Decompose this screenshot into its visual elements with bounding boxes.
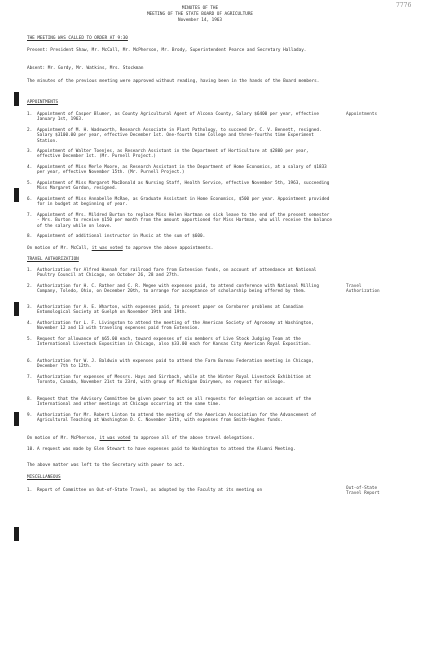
travel-item [27, 284, 333, 295]
item-text: Appointment of Miss Margaret MacDonald as Nursing Staff, Health Service, effective November 5th, 1963, succeeding Miss Margaret Gordon, resigned. [37, 181, 330, 192]
motion-text: to approve all of the above travel delegations. [130, 436, 255, 441]
motion-text: On motion of Mr. McPherson, [27, 436, 100, 441]
item-number: 4. [27, 321, 33, 326]
present-list: Present: President Shaw, Mr. McCall, Mr. McPherson, Mr. Brody, Superintendent Pearce and Secretary Halladay. [27, 48, 307, 53]
margin-bar [14, 527, 19, 541]
item-number: 3. [27, 305, 33, 310]
item-text: Appointment of additional instructor in Music at the sum of $600. [37, 234, 206, 239]
margin-bar [14, 412, 19, 426]
appointment-item [27, 181, 333, 192]
margin-note-line: Out-of-State [346, 486, 378, 491]
item-text: Authorization for L. F. Livingston to attend the meeting of the American Society of Agronomy at Washington, November 12 and 13 with traveling expenses paid from Extension. [37, 321, 314, 332]
section-heading-travel: TRAVEL AUTHORIZATION [27, 257, 79, 262]
header-line-1: MINUTES OF THE [181, 6, 219, 11]
item-number: 5. [27, 181, 33, 186]
item-number: 1. [27, 268, 33, 273]
appointment-item [27, 165, 333, 176]
motion-text: On motion of Mr. McCall, [27, 246, 92, 251]
item-text: Appointment of M. H. Wadsworth, Research Associate in Plant Pathology, to succeed Dr. C. V. Bennett, resigned. Salary $3100.00 per year, effective December 1st. One-fourth time College and three-fourths time Experiment Station. [37, 128, 322, 144]
item-number: 1. [27, 112, 33, 117]
section-heading-misc: MISCELLANEOUS [27, 475, 61, 480]
item-number: 4. [27, 165, 33, 170]
margin-bar [14, 92, 19, 106]
misc-item [27, 488, 333, 493]
travel-item [27, 321, 333, 332]
margin-note-appointments: Appointments [346, 112, 378, 117]
margin-note-line: Travel [346, 284, 362, 289]
appointment-item [27, 197, 333, 208]
item-text: Appointment of Casper Blumer, as County Agricultural Agent of Alcona County, Salary $6400 per year, effective January 1st, 1963. [37, 112, 319, 123]
call-to-order: THE MEETING WAS CALLED TO ORDER AT 9:30 [27, 36, 128, 41]
motion-voted: it was voted [99, 436, 131, 441]
item-number: 3. [27, 149, 33, 154]
item-text: Appointment of Walter Toenjes, as Research Assistant in the Department of Horticulture at $2800 per year, effective December 1st. (Mr. Purnell Project.) [37, 149, 309, 160]
minutes-approved: The minutes of the previous meeting were approved without reading, having been in the hands of the Board members. [27, 79, 320, 84]
item-number: 5. [27, 337, 33, 342]
travel-item [27, 359, 333, 370]
item-number: 7. [27, 213, 33, 218]
margin-bar [14, 188, 19, 202]
page-number: 7776 [396, 2, 412, 9]
item-text: Request for allowance of $65.00 each, toward expenses of six members of Live Stock Judging Team at the International Livestock Exposition in Chicago, also $33.00 each for Kansas City American Royal Exposition. [37, 337, 312, 348]
absent-list: Absent: Mr. Gordy, Mr. Watkins, Mrs. Stockman [27, 66, 144, 71]
item-text: Request that the Advisory Committee be given power to act on all requests for delegation on account of the International and other meetings at Chicago occurring at the same time. [37, 397, 312, 408]
item-text: A request was made by Glen Stewart to have expenses paid to Washington to attend the Alumni Meeting. [37, 447, 296, 452]
item-text: Authorization for Alfred Hannah for railroad fare from Extension funds, on account of attendance at National Poultry Council at Chicago, on October 26, 28 and 27th. [37, 268, 317, 279]
matter-left-note: The above matter was left to the Secretary with power to act. [27, 463, 185, 468]
item-text: Appointment of Miss Merle Moore, as Research Assistant in the Department of Home Economics, at a salary of $1833 per year, effective November 15th. (Mr. Purnell Project.) [37, 165, 327, 176]
appointment-item [27, 234, 333, 239]
margin-note-line: Travel Report [346, 491, 380, 497]
travel-item [27, 397, 333, 408]
margin-bar [14, 302, 19, 316]
item-number: 6. [27, 197, 33, 202]
item-number: 6. [27, 359, 33, 364]
item-number: 8. [27, 397, 33, 402]
travel-item [27, 268, 333, 279]
motion-voted: it was voted [91, 246, 123, 251]
item-number: 1. [27, 488, 33, 493]
item-text: Authorization for H. C. Rather and C. R. Megee with expenses paid, to attend conference with National Milling Company, Toledo, Ohio, on December 20th, to arrange for acceptance of scholarship being offered by them. [37, 284, 319, 295]
item-text: Authorization for Mr. Robert Linton to attend the meeting of the American Association for the Advancement of Agricultural Teaching at Washington D. C. November 13th, with expenses from Smith-Hughes funds. [37, 413, 317, 424]
item-text: Appointment of Mrs. Mildred Burton to replace Miss Helen Hartman on sick leave to the end of the present semester - Mrs. Burton to receive $150 per month from the amount apportioned for Miss Hartman, who will receive the balance of the salary while on leave. [37, 213, 332, 229]
motion-text: to approve the above appointments. [122, 246, 214, 251]
travel-item [27, 375, 333, 386]
margin-note-line: Authorization [346, 289, 380, 295]
item-number: 7. [27, 375, 33, 380]
item-text: Authorization for expenses of Messrs. Hays and Sirrbach, while at the Winter Royal Livestock Exhibition at Toronto, Canada, November 21st to 23rd, with group of Michigan Dairymen, no request for mileage. [37, 375, 312, 386]
header-line-2: MEETING OF THE STATE BOARD OF AGRICULTURE [146, 12, 254, 17]
travel-item [27, 305, 333, 316]
appointment-item [27, 149, 333, 160]
item-number: 10. [27, 447, 35, 452]
item-number: 8. [27, 234, 33, 239]
item-number: 2. [27, 128, 33, 133]
margin-note-out-of-state [346, 486, 380, 497]
appointments-motion [27, 246, 333, 251]
item-text: Authorization for W. J. Baldwin with expenses paid to attend the Farm Bureau Federation meeting in Chicago, December 7th to 12th. [37, 359, 314, 370]
appointment-item [27, 112, 333, 123]
item-number: 9. [27, 413, 33, 418]
travel-item [27, 337, 333, 348]
travel-item-10 [27, 447, 333, 452]
appointment-item [27, 213, 333, 229]
appointment-item [27, 128, 333, 144]
item-number: 2. [27, 284, 33, 289]
item-text: Authorization for A. E. Wharton, with expenses paid, to present paper on Cornborer problems at Canadian Entomological Society at Guelph on November 19th and 19th. [37, 305, 304, 316]
item-text: Report of Committee on Out-of-State Travel, as adopted by the Faculty at its meeting on [37, 488, 263, 493]
header-date: November 14, 1963 [178, 18, 222, 23]
margin-note-travel [346, 284, 380, 295]
travel-item [27, 413, 333, 424]
item-text: Appointment of Miss Annabelle McRae, as Graduate Assistant in Home Economics, $500 per year. Appointment provided for in budget at beginning of year. [37, 197, 330, 208]
section-heading-appointments: APPOINTMENTS [27, 100, 59, 105]
travel-motion [27, 436, 333, 441]
